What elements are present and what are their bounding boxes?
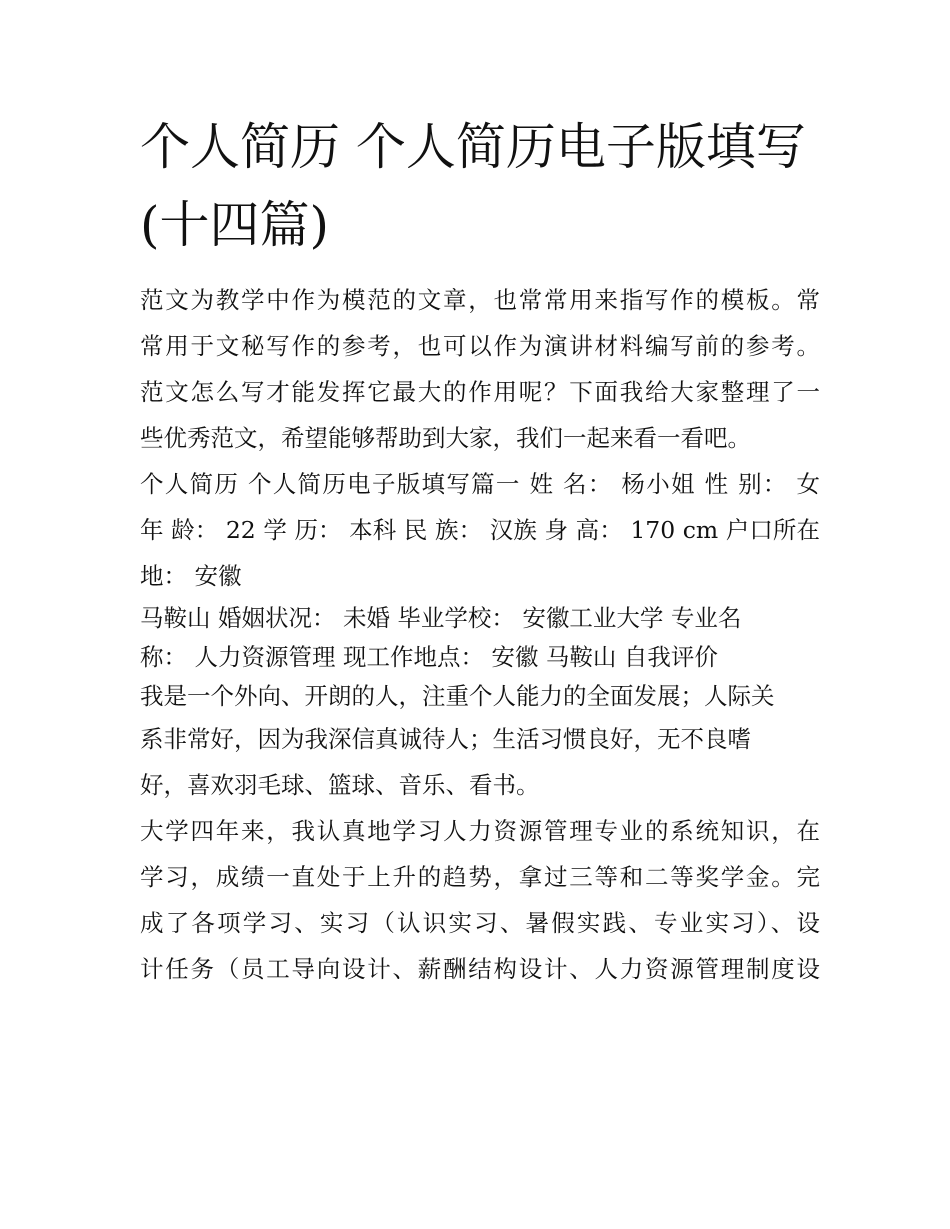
paragraph-line: 大学四年来，我认真地学习人力资源管理专业的系统知识，在 — [140, 817, 820, 845]
paragraph-line: 范文怎么写才能发挥它最大的作用呢？下面我给大家整理了一 — [140, 378, 820, 406]
document-body — [140, 277, 820, 992]
paragraph-line: 系非常好，因为我深信真诚待人；生活习惯良好，无不良嗜 — [140, 725, 751, 753]
paragraph-line: 学习，成绩一直处于上升的趋势，拿过三等和二等奖学金。完 — [140, 863, 820, 891]
paragraph-line: 马鞍山 婚姻状况： 未婚 毕业学校： 安徽工业大学 专业名 — [140, 604, 742, 632]
title-line-1: 个人简历 个人简历电子版填写 — [140, 118, 806, 176]
paragraph-line: 年 龄： 22 学 历： 本科 民 族： 汉族 身 高： 170 cm 户口所在 — [140, 516, 820, 544]
paragraph-line: 范文为教学中作为模范的文章，也常常用来指写作的模板。常 — [140, 286, 820, 314]
document-title — [140, 108, 820, 264]
paragraph-line: 地： 安徽 — [140, 562, 242, 590]
paragraph-line: 计任务（员工导向设计、薪酬结构设计、人力资源管理制度设 — [140, 955, 820, 983]
paragraph-line: 些优秀范文，希望能够帮助到大家，我们一起来看一看吧。 — [140, 424, 751, 452]
paragraph-line: 好，喜欢羽毛球、篮球、音乐、看书。 — [140, 771, 540, 799]
paragraph-line: 成了各项学习、实习（认识实习、暑假实践、专业实习）、设 — [140, 909, 820, 937]
paragraph-line: 我是一个外向、开朗的人，注重个人能力的全面发展；人际关 — [140, 682, 775, 710]
paragraph-line: 称： 人力资源管理 现工作地点： 安徽 马鞍山 自我评价 — [140, 643, 718, 671]
title-line-2: (十四篇) — [140, 196, 330, 254]
paragraph-line: 个人简历 个人简历电子版填写篇一 姓 名： 杨小姐 性 别： 女 — [140, 470, 820, 498]
paragraph-line: 常用于文秘写作的参考，也可以作为演讲材料编写前的参考。 — [140, 332, 820, 360]
